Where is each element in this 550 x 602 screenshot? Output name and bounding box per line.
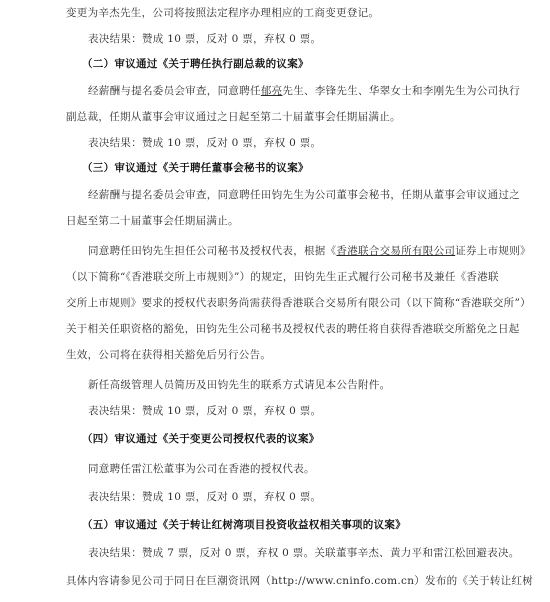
- vote-result: 表决结果：赞成 10 票，反对 0 票，弃权 0 票。: [88, 137, 322, 149]
- paragraph-line: 关于相关任职资格的豁免，田钧先生公司秘书及授权代表的聘任将自获得香港联交所豁免之日起: [66, 323, 520, 335]
- vote-result: 表决结果：赞成 7 票，反对 0 票，弃权 0 票。关联董事辛杰、黄力平和雷江松回避表决。: [88, 547, 520, 559]
- vote-result: 表决结果：赞成 10 票，反对 0 票，弃权 0 票。: [88, 491, 322, 503]
- paragraph-line: 生效，公司将在获得相关豁免后另行公告。: [66, 349, 272, 361]
- paragraph-line: 同意聘任雷江松董事为公司在香港的授权代表。: [88, 463, 315, 475]
- paragraph-line: 新任高级管理人员简历及田钧先生的联系方式请见本公告附件。: [88, 379, 391, 391]
- paragraph-line: 变更为辛杰先生，公司将按照法定程序办理相应的工商变更登记。: [66, 7, 380, 19]
- vote-result: 表决结果：赞成 10 票，反对 0 票，弃权 0 票。: [88, 33, 322, 45]
- paragraph-line: 交所上市规则》要求的授权代表职务尚需获得香港联合交易所有限公司（以下简称“香港联交所”）: [66, 297, 531, 309]
- section-heading: （五）审议通过《关于转让红树湾项目投资收益权相关事项的议案》: [82, 519, 406, 531]
- paragraph-line: 经薪酬与提名委员会审查，同意聘任田钧先生为公司董事会秘书，任期从董事会审议通过之: [88, 189, 520, 201]
- vote-result: 表决结果：赞成 10 票，反对 0 票，弃权 0 票。: [88, 405, 322, 417]
- paragraph-line: 经薪酬与提名委员会审查，同意聘任郁亮先生、李锋先生、华翠女士和李刚先生为公司执行: [88, 85, 521, 97]
- paragraph-line: （以下简称“《香港联交所上市规则》”）的规定，田钧先生正式履行公司秘书及兼任《香港联: [66, 271, 499, 283]
- section-heading: （三）审议通过《关于聘任董事会秘书的议案》: [82, 162, 309, 174]
- paragraph-line: 具体内容请参见公司于同日在巨潮资讯网（http://www.cninfo.com.cn）发布的《关于转让红树: [66, 575, 534, 587]
- paragraph-line: 日起至第二十届董事会任期届满止。: [66, 215, 239, 227]
- section-heading: （二）审议通过《关于聘任执行副总裁的议案》: [82, 58, 309, 70]
- section-heading: （四）审议通过《关于变更公司授权代表的议案》: [82, 433, 320, 445]
- paragraph-line: 同意聘任田钧先生担任公司秘书及授权代表，根据《香港联合交易所有限公司证券上市规则》: [88, 245, 531, 257]
- paragraph-line: 副总裁，任期从董事会审议通过之日起至第二十届董事会任期届满止。: [66, 111, 401, 123]
